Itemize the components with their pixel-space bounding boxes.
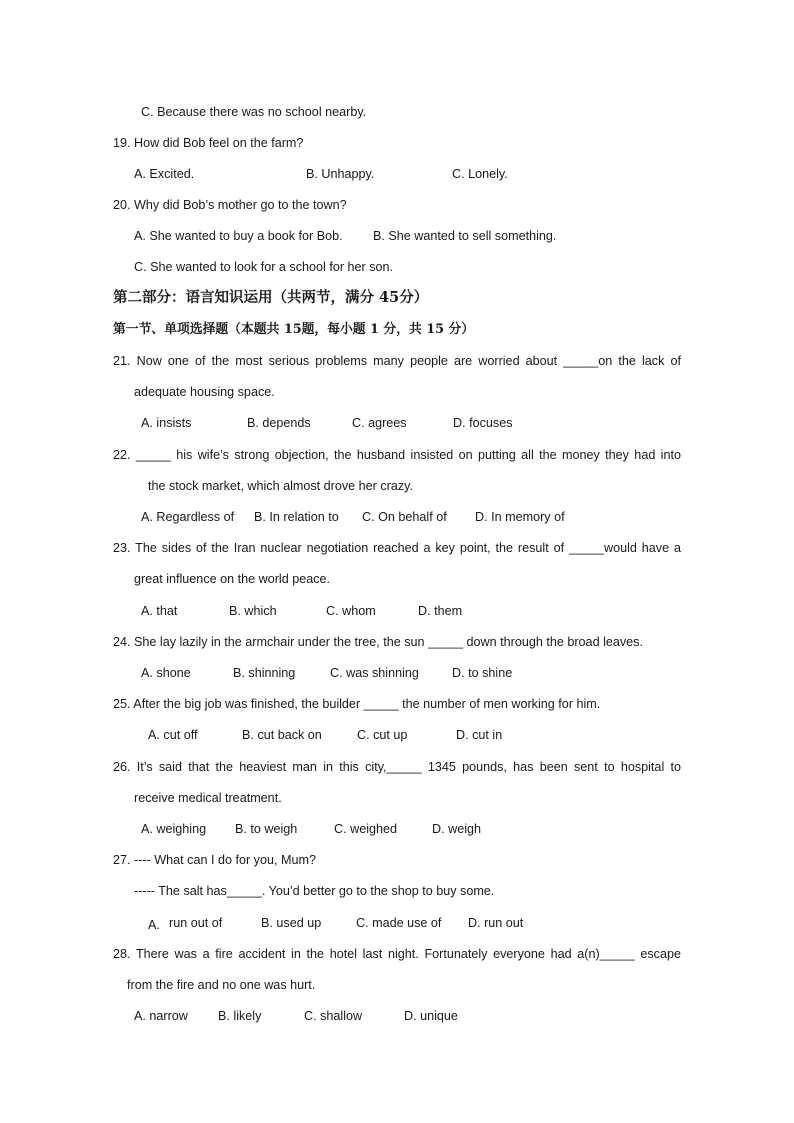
- q26-option-b: B. to weigh: [235, 822, 298, 836]
- q23-option-d: D. them: [418, 604, 463, 618]
- q27-option-a: run out of: [169, 916, 223, 930]
- q19-option-a: A. Excited.: [134, 167, 195, 181]
- q24-option-b: B. shinning: [233, 666, 296, 680]
- q23-stem-line2: great influence on the world peace.: [134, 572, 331, 586]
- q20-option-b: B. She wanted to sell something.: [373, 229, 557, 243]
- q28-option-b: B. likely: [218, 1009, 262, 1023]
- q22-stem-line2: the stock market, which almost drove her crazy.: [148, 479, 414, 493]
- q28-stem-line1: 28. There was a fire accident in the hotel last night. Fortunately everyone had a(n)_____ escape: [113, 947, 681, 961]
- q26-option-d: D. weigh: [432, 822, 481, 836]
- q27-option-b: B. used up: [261, 916, 322, 930]
- q27-option-a-letter: A.: [148, 918, 160, 932]
- q27-stem-line1: 27. ---- What can I do for you, Mum?: [113, 853, 316, 867]
- q19-stem: 19. How did Bob feel on the farm?: [113, 136, 304, 150]
- q21-option-b: B. depends: [247, 416, 311, 430]
- q26-option-a: A. weighing: [141, 822, 207, 836]
- q26-stem-line1: 26. It’s said that the heaviest man in this city,_____ 1345 pounds, has been sent to hospital to: [113, 760, 681, 774]
- q25-option-a: A. cut off: [148, 728, 198, 742]
- q25-stem: 25. After the big job was finished, the builder _____ the number of men working for him.: [113, 697, 601, 711]
- q20-stem: 20. Why did Bob’s mother go to the town?: [113, 198, 347, 212]
- q21-option-c: C. agrees: [352, 416, 407, 430]
- q21-option-a: A. insists: [141, 416, 192, 430]
- q22-option-c: C. On behalf of: [362, 510, 447, 524]
- q22-option-d: D. In memory of: [475, 510, 565, 524]
- q20-option-a: A. She wanted to buy a book for Bob.: [134, 229, 343, 243]
- subsection-title: 第一节、单项选择题（本题共 15题，每小题 1 分，共 15 分）: [113, 322, 475, 337]
- q19-option-c: C. Lonely.: [452, 167, 508, 181]
- q21-option-d: D. focuses: [453, 416, 513, 430]
- q26-stem-line2: receive medical treatment.: [134, 791, 282, 805]
- q27-option-d: D. run out: [468, 916, 524, 930]
- q20-option-c: C. She wanted to look for a school for her son.: [134, 260, 394, 274]
- q22-option-b: B. In relation to: [254, 510, 339, 524]
- q23-option-c: C. whom: [326, 604, 376, 618]
- q19-option-b: B. Unhappy.: [306, 167, 375, 181]
- q23-option-a: A. that: [141, 604, 178, 618]
- q26-option-c: C. weighed: [334, 822, 398, 836]
- q24-stem: 24. She lay lazily in the armchair under the tree, the sun _____ down through the broad leaves.: [113, 635, 643, 649]
- q28-option-a: A. narrow: [134, 1009, 188, 1023]
- q24-option-a: A. shone: [141, 666, 191, 680]
- q28-option-d: D. unique: [404, 1009, 458, 1023]
- q23-option-b: B. which: [229, 604, 277, 618]
- q23-stem-line1: 23. The sides of the Iran nuclear negotiation reached a key point, the result of _____would have a: [113, 541, 681, 555]
- q24-option-d: D. to shine: [452, 666, 513, 680]
- q27-option-c: C. made use of: [356, 916, 442, 930]
- q18-option-c: C. Because there was no school nearby.: [141, 105, 367, 119]
- q25-option-b: B. cut back on: [242, 728, 322, 742]
- q22-stem-line1: 22. _____ his wife’s strong objection, the husband insisted on putting all the money they had into: [113, 448, 681, 462]
- q21-stem-line1: 21. Now one of the most serious problems many people are worried about _____on the lack of: [113, 354, 681, 368]
- q25-option-d: D. cut in: [456, 728, 503, 742]
- part-title: 第二部分：语言知识运用（共两节，满分 45分）: [113, 289, 429, 306]
- q21-stem-line2: adequate housing space.: [134, 385, 275, 399]
- q25-option-c: C. cut up: [357, 728, 408, 742]
- q28-option-c: C. shallow: [304, 1009, 363, 1023]
- q22-option-a: A. Regardless of: [141, 510, 235, 524]
- q24-option-c: C. was shinning: [330, 666, 419, 680]
- q28-stem-line2: from the fire and no one was hurt.: [127, 978, 316, 992]
- q27-stem-line2: ----- The salt has_____. You’d better go to the shop to buy some.: [134, 884, 495, 898]
